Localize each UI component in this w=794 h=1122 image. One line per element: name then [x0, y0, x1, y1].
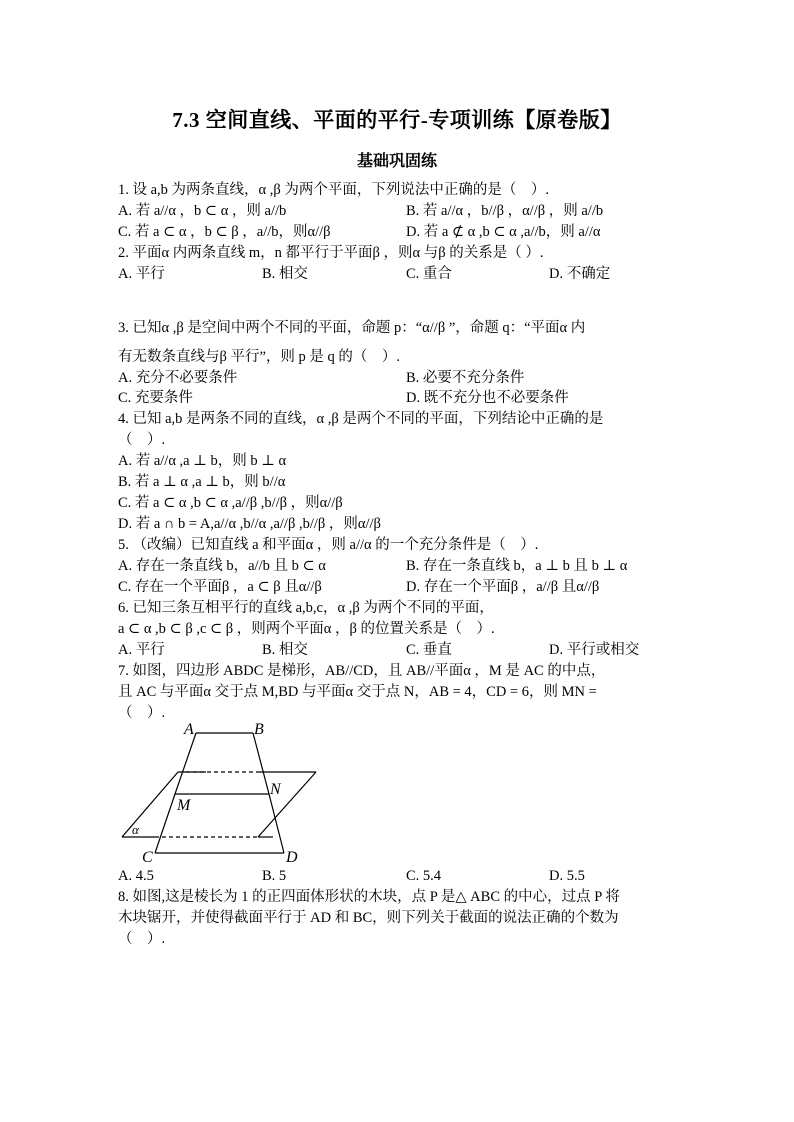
- q3-option-a: A. 充分不必要条件: [118, 370, 238, 386]
- q4-stem-line1: 4. 已知 a,b 是两条不同的直线，α ,β 是两个不同的平面，下列结论中正确的是: [118, 411, 604, 427]
- q2-stem: 2. 平面α 内两条直线 m，n 都平行于平面β ，则α 与β 的关系是（ ）.: [118, 245, 544, 261]
- plane-edge-left: [122, 772, 178, 837]
- q7-option-c: C. 5.4: [406, 868, 442, 884]
- q8-stem-line3: （ ）.: [118, 931, 166, 947]
- label-m: M: [177, 797, 191, 814]
- q5-option-b: B. 存在一条直线 b，a ⊥ b 且 b ⊥ α: [406, 558, 628, 574]
- q1-option-a: A. 若 a//α ，b ⊂ α ，则 a//b: [118, 203, 287, 219]
- q4-stem-line2: （ ）.: [118, 432, 166, 448]
- q6-stem-line2: a ⊂ α ,b ⊂ β ,c ⊂ β ，则两个平面α ，β 的位置关系是（ ）.: [118, 621, 495, 637]
- q7-stem-line1: 7. 如图，四边形 ABDC 是梯形，AB//CD，且 AB//平面α ，M 是 AC 的中点，: [118, 663, 606, 679]
- q6-option-d: D. 平行或相交: [549, 642, 640, 658]
- q3-option-c: C. 充要条件: [118, 390, 193, 406]
- q5-option-c: C. 存在一个平面β ，a ⊂ β 且α//β: [118, 579, 322, 595]
- q7-stem-line2: 且 AC 与平面α 交于点 M,BD 与平面α 交于点 N，AB = 4，CD = 6，则 MN =: [118, 684, 597, 700]
- segment-am: [175, 733, 196, 794]
- segment-bn: [253, 733, 269, 794]
- q1-stem: 1. 设 a,b 为两条直线，α ,β 为两个平面，下列说法中正确的是（ ）.: [118, 182, 550, 198]
- q1-option-d: D. 若 a ⊄ α ,b ⊂ α ,a//b，则 a//α: [406, 224, 601, 240]
- segment-nd: [269, 794, 284, 853]
- q8-stem-line2: 木块锯开，并使得截面平行于 AD 和 BC，则下列关于截面的说法正确的个数为: [118, 910, 619, 926]
- label-a: A: [184, 722, 194, 738]
- q7-stem-line3: （ ）.: [118, 705, 166, 721]
- q7-option-b: B. 5: [262, 868, 287, 884]
- label-b: B: [254, 722, 264, 738]
- q4-option-b: B. 若 a ⊥ α ,a ⊥ b，则 b//α: [118, 474, 286, 490]
- q6-option-b: B. 相交: [262, 642, 308, 658]
- q3-stem-line1: 3. 已知α ,β 是空间中两个不同的平面，命题 p：“α//β ”，命题 q：“平面α 内: [118, 320, 586, 336]
- plane-edge-right: [258, 772, 316, 837]
- q6-stem-line1: 6. 已知三条互相平行的直线 a,b,c，α ,β 为两个不同的平面，: [118, 600, 494, 616]
- section-subtitle: 基础巩固练: [356, 153, 437, 170]
- q8-stem-line1: 8. 如图,这是棱长为 1 的正四面体形状的木块，点 P 是△ ABC 的中心，过点 P 将: [118, 889, 620, 905]
- document-title: 7.3 空间直线、平面的平行-专项训练【原卷版】: [172, 108, 622, 132]
- q6-option-a: A. 平行: [118, 642, 165, 658]
- label-alpha: α: [132, 822, 139, 837]
- segment-mc: [155, 794, 175, 853]
- label-d: D: [286, 849, 298, 866]
- q4-option-a: A. 若 a//α ,a ⊥ b，则 b ⊥ α: [118, 453, 287, 469]
- q5-stem: 5. （改编）已知直线 a 和平面α ，则 a//α 的一个充分条件是（ ）.: [118, 537, 539, 553]
- q2-option-a: A. 平行: [118, 266, 165, 282]
- q2-option-c: C. 重合: [406, 266, 452, 282]
- q5-option-a: A. 存在一条直线 b，a//b 且 b ⊂ α: [118, 558, 326, 574]
- q5-option-d: D. 存在一个平面β ，a//β 且α//β: [406, 579, 600, 595]
- q6-option-c: C. 垂直: [406, 642, 452, 658]
- q1-option-b: B. 若 a//α ，b//β ，α//β ，则 a//b: [406, 203, 604, 219]
- q7-option-d: D. 5.5: [549, 868, 585, 884]
- q2-option-b: B. 相交: [262, 266, 308, 282]
- q4-option-c: C. 若 a ⊂ α ,b ⊂ α ,a//β ,b//β ，则α//β: [118, 495, 343, 511]
- q7-trapezoid-figure: [118, 722, 318, 867]
- q3-option-b: B. 必要不充分条件: [406, 370, 525, 386]
- q2-option-d: D. 不确定: [549, 266, 611, 282]
- q3-option-d: D. 既不充分也不必要条件: [406, 390, 569, 406]
- q1-option-c: C. 若 a ⊂ α ，b ⊂ β ，a//b，则α//β: [118, 224, 331, 240]
- label-n: N: [270, 781, 281, 798]
- q7-option-a: A. 4.5: [118, 868, 154, 884]
- label-c: C: [142, 849, 153, 866]
- q3-stem-line2: 有无数条直线与β 平行”，则 p 是 q 的（ ）.: [118, 349, 401, 365]
- q4-option-d: D. 若 a ∩ b = A,a//α ,b//α ,a//β ,b//β ，则α//β: [118, 516, 381, 532]
